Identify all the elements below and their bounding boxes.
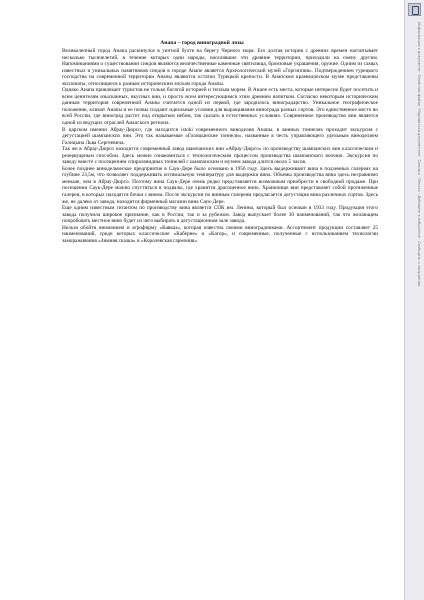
document-logo-icon[interactable] <box>408 3 421 16</box>
paragraph: Великолепный город Анапа раскинулся в уютной бухте на берегу Черного моря. Его долгая история с древних времен насчитывает несколько тысячелетий, в течение которых одни народы, населявшие эти древние территории, приходили на смену другим. Напоминаниями о существовании синдов являются величественные каменные святилища, бронзовые украшения, оружие. Одним из самых известных и уникальных памятников синдов в городе Анапе является Археологический музей «Горгиппия». Подтверждением турецкого господства на современной территории Анапы являются остатки Турецкой крепости. В Анапском краеведческом музее представлены экспонаты, относящиеся к разным историческим эпохам города Анапы. <box>62 48 378 87</box>
paragraph: Так же в Абрау-Дюрсо находится современный завод шампанских вин «Абрау-Дюрсо» по производству шампанских вин классическим и резервуарным способом. Здесь можно ознакомиться с технологическим процессом производства шампанского воочию. Экскурсия по заводу вместе с посещением спиралевидных тоннелей с шампанским и музеем завода длится около 5 часов. <box>62 146 378 166</box>
document-body <box>62 48 378 244</box>
sidebar-vertical-text: Информация о документе · Свойства файла · Поделиться документом · Скачать · Печать · Добавить в избранное · Сообщить о нарушении <box>417 22 421 287</box>
page-title: Анапа – город виноградной лозы <box>160 40 244 46</box>
paragraph: Нельзя обойти вниманием и агрофирму «Кавказ», которая известна своими виноградниками. Ассортимент продукции составляет 25 наименований, среди которых классические «Каберне» и «Кагор», и современные, полученные с использованием технологии замораживания «Зимняя сказка» и «Королевская гармония». <box>62 224 378 244</box>
paragraph: Однако Анапа привлекает туристов не только богатой историей и теплым морем. В Анапе есть места, которые интересно будет посетить и всем ценителям изысканных, вкусных вин, и просто всем интересующимся этим древним напитком. Согласно некоторым историческим данным территория современной Анапы считается одной из первой, где зародилось виноградарство. Уникальное географическое положение, климат Анапы и ее почвы создают идеальные условия для выращивания винограда разных сортов. Это единственное место во всей России, где виноград растет под открытым небом, так сказать в естественных условиях. Современное производство вин является одной из ведущих отраслей Анапского региона. <box>62 87 378 127</box>
paragraph: Еще одним известным гигантом по производству вина является СПК им. Ленина, который был основан в 1933 году. Продукция этого завода получила широкое признание, как в России, так и за рубежом. Завод выпускает более 30 наименований, так что желающим попробовать местное вино будет из чего выбирать в дегустационном зале завода. <box>62 205 378 225</box>
right-sidebar <box>404 0 424 600</box>
paragraph: В царском имении Абрау-Дюрсо, где находится istoki современного виноделия Анапы, в винных тоннелях проходит экскурсия с дегустацией шампанских вин. Это так называемые «Голицынские тоннели», названные в честь управляющего удельным виноделием Голицына Льва Сергеевича. <box>62 126 378 146</box>
paragraph: Более позднее винодельческое предприятие в Саук-Дере было основано в 1956 году. Здесь выдерживают вина в подземных галереях на глубине 23,5м, что позволяет поддерживать оптимальную температуру для выдержки вина. Объемы производства вина здесь несравнимо меньше, чем в Абрау-Дюрсо. Поэтому вина Саук-Дере очень редко представляется возможным приобрести в свободной продаже. При посещении Саук-Дере можно спуститься в подвалы, где хранится драгоценное вино. Хранилище вин представляет собой протяженные галереи, в которых находятся бочки с вином. После экскурсии по винным галереям предлагается дегустация вина различных сортов. Здесь же, не далеко от завода, находится фирменный магазин вина Саук-Дере. <box>62 165 378 205</box>
